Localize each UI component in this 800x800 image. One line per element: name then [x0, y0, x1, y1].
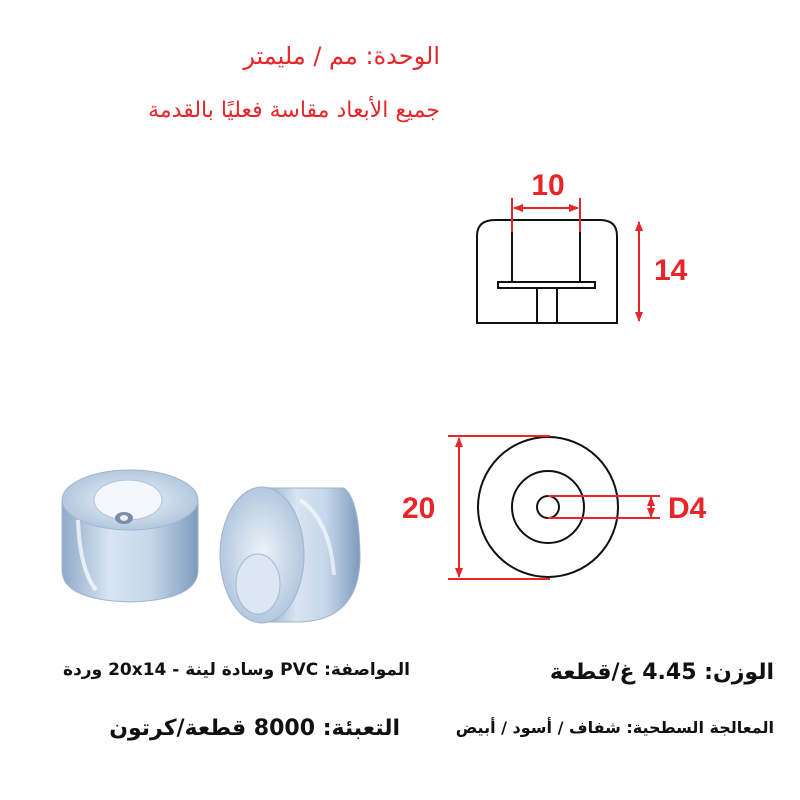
width-dimension — [512, 198, 580, 232]
bumper-right-hole — [236, 554, 280, 614]
unit-label: الوحدة: مم / مليمتر — [243, 42, 440, 70]
measurement-note: جميع الأبعاد مقاسة فعليًا بالقدمة — [148, 98, 440, 123]
washer-plate — [498, 282, 595, 288]
surface-treatment-label: المعالجة السطحية: شفاف / أسود / أبيض — [455, 718, 774, 737]
packing-label: التعبئة: 8000 قطعة/كرتون — [109, 716, 400, 741]
product-photo-left — [62, 470, 198, 602]
hole-dimension — [548, 496, 660, 518]
bumper-left-screw-center — [120, 515, 128, 521]
side-view-outline — [477, 220, 617, 323]
specification-label: المواصفة: PVC وسادة لينة - 20x14 وردة — [63, 660, 410, 680]
product-photo-right — [220, 487, 360, 623]
hole-dimension-label: D4 — [668, 492, 707, 525]
diameter-dimension-label: 20 — [402, 492, 436, 525]
top-view — [478, 437, 618, 577]
hole-circle — [537, 496, 559, 518]
side-view — [477, 220, 617, 323]
width-dimension-label: 10 — [531, 169, 565, 202]
weight-label: الوزن: 4.45 غ/قطعة — [549, 660, 774, 685]
outer-circle — [478, 437, 618, 577]
middle-circle — [512, 471, 584, 543]
height-dimension-label: 14 — [654, 254, 688, 287]
